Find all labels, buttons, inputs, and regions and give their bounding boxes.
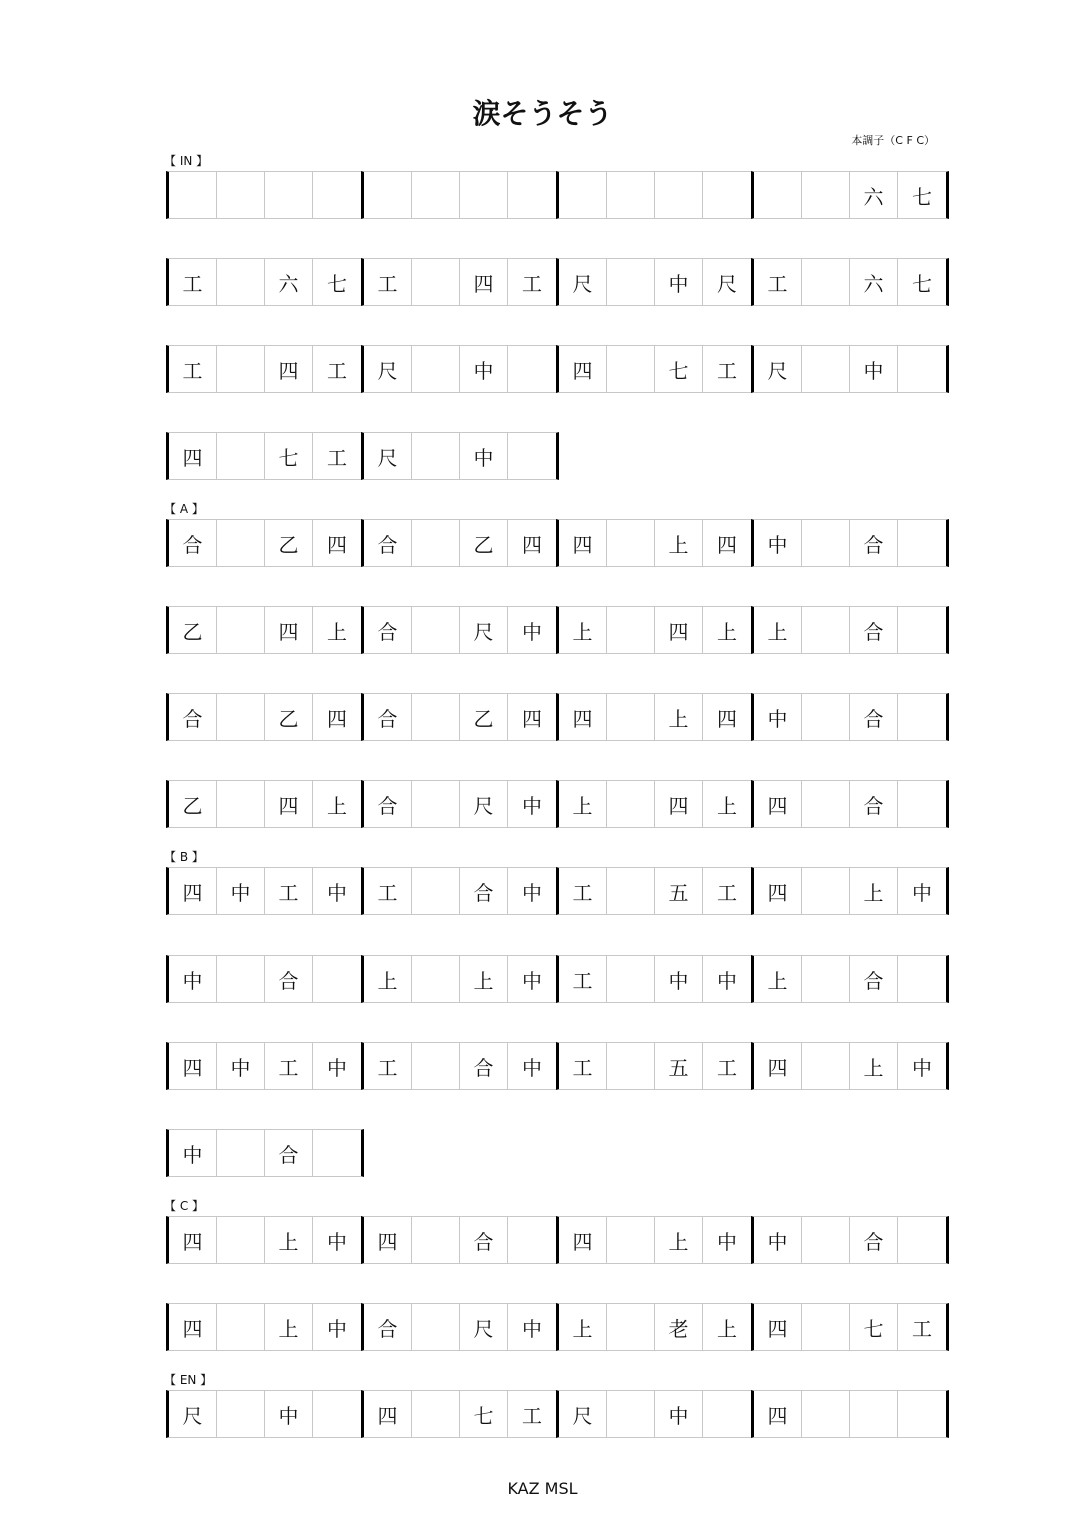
note-cell [607, 520, 655, 566]
measure [556, 693, 751, 741]
section-label: 【 EN 】 [164, 1373, 213, 1387]
note-cell: 乙 [460, 520, 508, 566]
note-cell: 中 [717, 968, 737, 993]
note-cell: 六 [265, 259, 313, 305]
note-cell: 四 [754, 868, 802, 914]
measure [361, 432, 559, 480]
note-cell: 中 [754, 1217, 802, 1263]
note-cell: 六 [850, 259, 898, 305]
note-cell: 中 [522, 880, 542, 905]
note-cell: 合 [460, 1217, 508, 1263]
measure [166, 1216, 361, 1264]
note-cell: 上 [559, 1304, 607, 1350]
measure [556, 780, 751, 828]
note-cell [412, 781, 460, 827]
note-cell [412, 346, 460, 392]
note-cell [217, 607, 265, 653]
note-cell: 上 [850, 1043, 898, 1089]
measure [751, 258, 949, 306]
note-cell: 七 [327, 271, 347, 296]
measure [361, 1303, 556, 1351]
note-cell: 五 [655, 1043, 703, 1089]
note-cell: 四 [559, 346, 607, 392]
note-cell: 四 [754, 1391, 802, 1437]
measure [361, 519, 556, 567]
note-cell: 工 [559, 1043, 607, 1089]
measure [361, 345, 556, 393]
note-cell: 合 [364, 1304, 412, 1350]
note-cell: 上 [364, 956, 412, 1002]
note-cell: 中 [169, 956, 217, 1002]
note-cell: 尺 [460, 781, 508, 827]
note-cell: 乙 [265, 520, 313, 566]
note-cell [217, 781, 265, 827]
note-cell: 四 [754, 1043, 802, 1089]
note-cell: 老 [655, 1304, 703, 1350]
measure [556, 867, 751, 915]
measure [556, 519, 751, 567]
note-cell: 中 [754, 520, 802, 566]
note-cell: 中 [717, 1229, 737, 1254]
measure [166, 432, 361, 480]
note-cell [412, 1217, 460, 1263]
note-cell [607, 694, 655, 740]
note-cell: 四 [522, 532, 542, 557]
note-cell: 工 [364, 259, 412, 305]
note-cell: 七 [850, 1304, 898, 1350]
measure [166, 780, 361, 828]
note-cell [802, 1043, 850, 1089]
note-cell: 中 [754, 694, 802, 740]
note-cell: 合 [850, 956, 898, 1002]
note-cell: 上 [327, 793, 347, 818]
score-row [166, 345, 949, 393]
note-cell [412, 172, 460, 218]
note-cell [898, 956, 946, 1002]
note-cell [898, 781, 946, 827]
note-cell: 合 [850, 520, 898, 566]
note-cell: 合 [364, 520, 412, 566]
score-row [166, 1129, 364, 1177]
note-cell: 工 [717, 358, 737, 383]
measure [166, 606, 361, 654]
note-cell [412, 1391, 460, 1437]
note-cell: 中 [522, 1055, 542, 1080]
note-cell: 四 [265, 346, 313, 392]
note-cell: 六 [850, 172, 898, 218]
score-row [166, 1042, 949, 1090]
note-cell: 中 [912, 1055, 932, 1080]
note-cell: 七 [912, 184, 932, 209]
measure [556, 1042, 751, 1090]
tuning-label: 本調子（C F C） [851, 134, 935, 147]
note-cell: 上 [655, 694, 703, 740]
note-cell [802, 868, 850, 914]
note-cell: 上 [265, 1304, 313, 1350]
note-cell [508, 433, 556, 479]
measure [751, 606, 949, 654]
score-row [166, 606, 949, 654]
note-cell: 中 [850, 346, 898, 392]
page-title: 涙そうそう [472, 97, 613, 130]
note-cell: 合 [169, 694, 217, 740]
note-cell: 尺 [460, 1304, 508, 1350]
note-cell: 四 [754, 1304, 802, 1350]
note-cell: 四 [754, 781, 802, 827]
measure [751, 955, 949, 1003]
note-cell [217, 1217, 265, 1263]
note-cell: 尺 [559, 259, 607, 305]
note-cell [607, 781, 655, 827]
note-cell [802, 781, 850, 827]
note-cell [313, 1130, 361, 1176]
note-cell [412, 694, 460, 740]
note-cell: 工 [364, 868, 412, 914]
measure [361, 867, 556, 915]
note-cell: 工 [912, 1316, 932, 1341]
score-row [166, 519, 949, 567]
note-cell [607, 1391, 655, 1437]
measure [751, 1390, 949, 1438]
note-cell: 尺 [559, 1391, 607, 1437]
note-cell: 七 [655, 346, 703, 392]
note-cell [217, 172, 265, 218]
measure [166, 258, 361, 306]
section-label: 【 IN 】 [164, 154, 209, 168]
note-cell: 四 [559, 1217, 607, 1263]
note-cell [217, 1304, 265, 1350]
measure [556, 1303, 751, 1351]
note-cell: 四 [265, 607, 313, 653]
note-cell: 中 [265, 1391, 313, 1437]
note-cell: 四 [327, 706, 347, 731]
note-cell: 上 [850, 868, 898, 914]
note-cell [607, 868, 655, 914]
note-cell: 中 [217, 868, 265, 914]
note-cell: 工 [559, 956, 607, 1002]
note-cell [217, 259, 265, 305]
note-cell: 工 [364, 1043, 412, 1089]
measure [166, 955, 361, 1003]
note-cell [559, 172, 607, 218]
note-cell [412, 607, 460, 653]
score-row [166, 1303, 949, 1351]
note-cell: 四 [364, 1217, 412, 1263]
note-cell [508, 346, 556, 392]
note-cell: 乙 [169, 607, 217, 653]
note-cell [802, 1217, 850, 1263]
note-cell [802, 520, 850, 566]
note-cell: 四 [460, 259, 508, 305]
note-cell [313, 172, 361, 218]
note-cell: 中 [327, 1229, 347, 1254]
note-cell [607, 1043, 655, 1089]
note-cell: 四 [559, 520, 607, 566]
measure [751, 345, 949, 393]
note-cell [898, 1391, 946, 1437]
note-cell [607, 1217, 655, 1263]
note-cell [898, 607, 946, 653]
measure [166, 171, 361, 219]
measure [751, 693, 949, 741]
note-cell: 工 [522, 1403, 542, 1428]
note-cell: 工 [717, 880, 737, 905]
score-row [166, 955, 949, 1003]
note-cell: 合 [364, 607, 412, 653]
note-cell [412, 1043, 460, 1089]
note-cell [412, 520, 460, 566]
note-cell [898, 346, 946, 392]
measure [361, 1216, 556, 1264]
measure [166, 867, 361, 915]
note-cell: 四 [364, 1391, 412, 1437]
score-row [166, 1216, 949, 1264]
section-label: 【 B 】 [164, 850, 204, 864]
note-cell: 四 [169, 1043, 217, 1089]
note-cell: 上 [460, 956, 508, 1002]
note-cell [802, 1304, 850, 1350]
note-cell [412, 259, 460, 305]
score-row [166, 171, 949, 219]
note-cell: 合 [265, 956, 313, 1002]
note-cell: 乙 [460, 694, 508, 740]
note-cell: 上 [717, 619, 737, 644]
note-cell: 工 [717, 1055, 737, 1080]
measure [166, 345, 361, 393]
measure [751, 1303, 949, 1351]
note-cell [217, 694, 265, 740]
note-cell: 工 [169, 259, 217, 305]
note-cell [898, 520, 946, 566]
note-cell: 四 [655, 607, 703, 653]
measure [751, 171, 949, 219]
note-cell [802, 956, 850, 1002]
footer-author: KAZ MSL [507, 1479, 578, 1498]
score-row [166, 258, 949, 306]
note-cell [655, 172, 703, 218]
note-cell [217, 956, 265, 1002]
note-cell: 四 [265, 781, 313, 827]
note-cell: 中 [169, 1130, 217, 1176]
note-cell: 五 [655, 868, 703, 914]
note-cell [313, 1391, 361, 1437]
note-cell [412, 433, 460, 479]
note-cell [607, 1304, 655, 1350]
measure [166, 693, 361, 741]
measure [751, 519, 949, 567]
measure [556, 1390, 751, 1438]
score-row [166, 432, 559, 480]
note-cell: 上 [265, 1217, 313, 1263]
note-cell: 乙 [265, 694, 313, 740]
note-cell: 合 [460, 868, 508, 914]
note-cell [802, 346, 850, 392]
note-cell: 尺 [717, 271, 737, 296]
note-cell: 四 [169, 1304, 217, 1350]
measure [751, 867, 949, 915]
note-cell [607, 346, 655, 392]
note-cell: 尺 [364, 433, 412, 479]
measure [556, 1216, 751, 1264]
measure [166, 1042, 361, 1090]
note-cell: 中 [327, 1055, 347, 1080]
note-cell: 中 [655, 1391, 703, 1437]
note-cell [802, 172, 850, 218]
note-cell [265, 172, 313, 218]
note-cell: 中 [522, 793, 542, 818]
note-cell [850, 1391, 898, 1437]
note-cell: 尺 [754, 346, 802, 392]
note-cell [217, 1391, 265, 1437]
note-cell: 中 [327, 880, 347, 905]
note-cell [898, 694, 946, 740]
note-cell [754, 172, 802, 218]
note-cell: 上 [559, 781, 607, 827]
measure [751, 1216, 949, 1264]
note-cell: 中 [655, 956, 703, 1002]
note-cell [703, 172, 751, 218]
note-cell: 尺 [169, 1391, 217, 1437]
note-cell: 中 [217, 1043, 265, 1089]
note-cell: 四 [559, 694, 607, 740]
note-cell: 上 [655, 1217, 703, 1263]
note-cell [703, 1391, 751, 1437]
measure [361, 606, 556, 654]
note-cell: 四 [169, 868, 217, 914]
note-cell [802, 259, 850, 305]
note-cell: 四 [522, 706, 542, 731]
note-cell [217, 346, 265, 392]
note-cell: 合 [364, 781, 412, 827]
note-cell: 合 [850, 781, 898, 827]
measure [361, 780, 556, 828]
note-cell: 七 [460, 1391, 508, 1437]
note-cell: 中 [460, 346, 508, 392]
note-cell: 工 [522, 271, 542, 296]
measure [556, 955, 751, 1003]
score-row [166, 693, 949, 741]
score-row [166, 867, 949, 915]
note-cell [802, 607, 850, 653]
note-cell [169, 172, 217, 218]
note-cell: 中 [522, 968, 542, 993]
note-cell: 中 [460, 433, 508, 479]
measure [361, 955, 556, 1003]
note-cell [412, 1304, 460, 1350]
note-cell: 乙 [169, 781, 217, 827]
note-cell: 合 [850, 607, 898, 653]
note-cell: 工 [327, 358, 347, 383]
note-cell: 上 [327, 619, 347, 644]
note-cell [508, 172, 556, 218]
score-row [166, 1390, 949, 1438]
measure [361, 693, 556, 741]
note-cell: 七 [912, 271, 932, 296]
note-cell: 四 [717, 532, 737, 557]
note-cell: 合 [850, 694, 898, 740]
note-cell: 中 [327, 1316, 347, 1341]
note-cell: 工 [265, 1043, 313, 1089]
measure [556, 171, 751, 219]
note-cell: 上 [717, 1316, 737, 1341]
note-cell [217, 433, 265, 479]
measure [751, 780, 949, 828]
note-cell: 七 [265, 433, 313, 479]
note-cell: 四 [717, 706, 737, 731]
note-cell: 工 [559, 868, 607, 914]
note-cell: 四 [655, 781, 703, 827]
measure [751, 1042, 949, 1090]
note-cell [607, 172, 655, 218]
note-cell [364, 172, 412, 218]
note-cell: 尺 [364, 346, 412, 392]
note-cell: 合 [265, 1130, 313, 1176]
note-cell: 中 [912, 880, 932, 905]
note-cell [607, 607, 655, 653]
note-cell [607, 259, 655, 305]
note-cell [802, 694, 850, 740]
note-cell: 上 [655, 520, 703, 566]
measure [361, 171, 556, 219]
measure [556, 345, 751, 393]
note-cell: 工 [754, 259, 802, 305]
note-cell: 尺 [460, 607, 508, 653]
measure [166, 1303, 361, 1351]
note-cell: 中 [522, 619, 542, 644]
note-cell: 上 [717, 793, 737, 818]
note-cell: 四 [327, 532, 347, 557]
note-cell: 上 [559, 607, 607, 653]
note-cell: 四 [169, 433, 217, 479]
measure [166, 519, 361, 567]
note-cell: 四 [169, 1217, 217, 1263]
measure [361, 1042, 556, 1090]
section-label: 【 A 】 [164, 502, 204, 516]
note-cell: 上 [754, 607, 802, 653]
note-cell: 合 [364, 694, 412, 740]
note-cell [412, 868, 460, 914]
measure [166, 1129, 364, 1177]
note-cell: 上 [754, 956, 802, 1002]
measure [361, 258, 556, 306]
note-cell: 合 [169, 520, 217, 566]
note-cell [508, 1217, 556, 1263]
note-cell [217, 1130, 265, 1176]
note-cell: 中 [522, 1316, 542, 1341]
note-cell: 工 [169, 346, 217, 392]
score-row [166, 780, 949, 828]
note-cell [460, 172, 508, 218]
note-cell: 中 [655, 259, 703, 305]
note-cell: 合 [460, 1043, 508, 1089]
measure [556, 606, 751, 654]
note-cell: 合 [850, 1217, 898, 1263]
measure [361, 1390, 556, 1438]
note-cell [802, 1391, 850, 1437]
note-cell [313, 956, 361, 1002]
note-cell [898, 1217, 946, 1263]
note-cell [412, 956, 460, 1002]
note-cell [607, 956, 655, 1002]
note-cell: 工 [327, 445, 347, 470]
measure [556, 258, 751, 306]
note-cell: 工 [265, 868, 313, 914]
note-cell [217, 520, 265, 566]
section-label: 【 C 】 [164, 1199, 205, 1213]
measure [166, 1390, 361, 1438]
